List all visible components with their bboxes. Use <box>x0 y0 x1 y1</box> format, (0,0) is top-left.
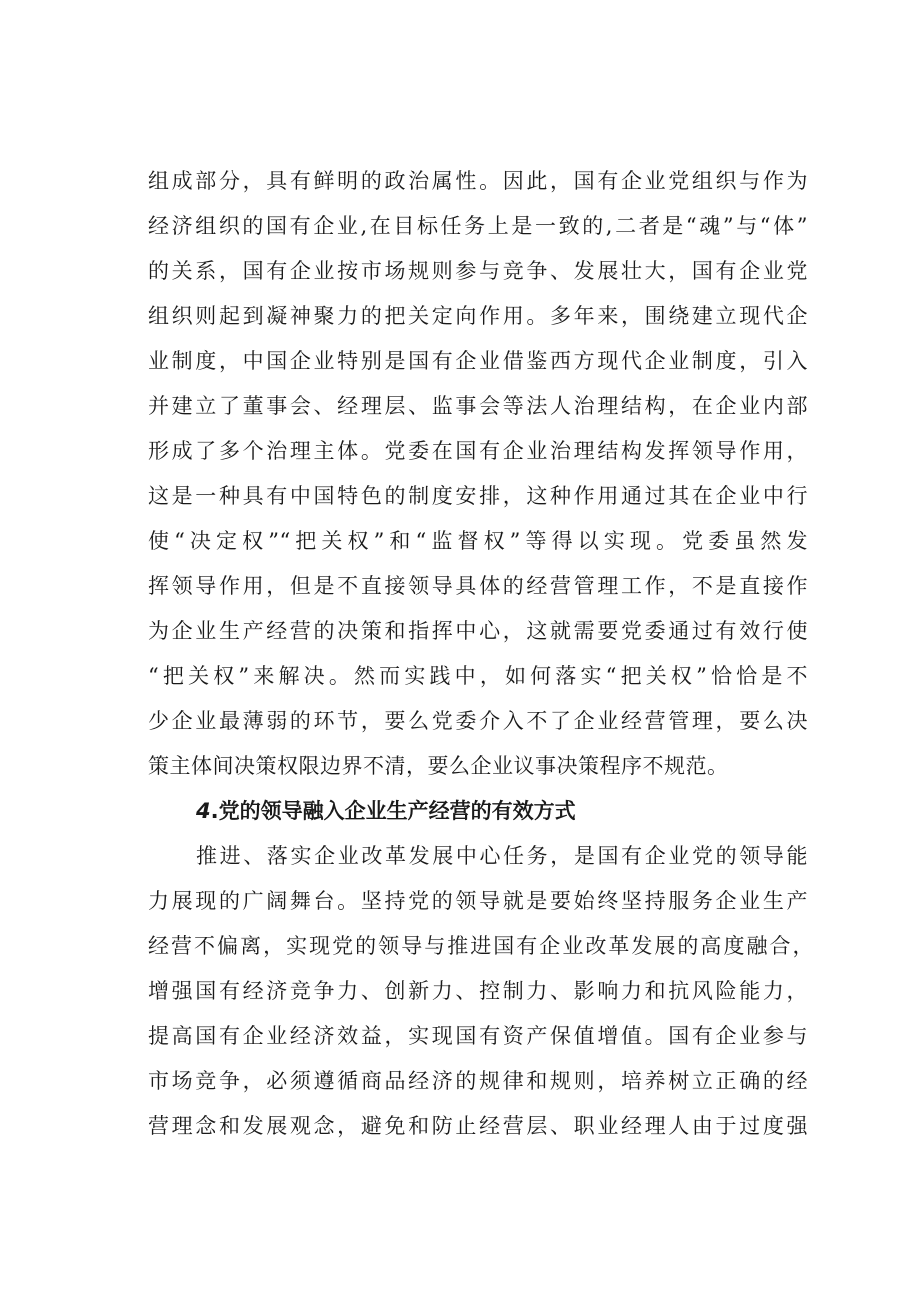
paragraph-2-line-3: 经营不偏离，实现党的领导与推进国有企业改革发展的高度融合， <box>148 934 814 958</box>
paragraph-2-line-4: 增强国有经济竞争力、创新力、控制力、影响力和抗风险能力， <box>148 979 808 1003</box>
paragraph-1-line-1: 组成部分，具有鲜明的政治属性。因此，国有企业党组织与作为 <box>148 169 808 193</box>
section-title: .党的领导融入企业生产经营的有效方式 <box>210 799 576 823</box>
paragraph-1-line-4: 组织则起到凝神聚力的把关定向作用。多年来，围绕建立现代企 <box>148 304 808 328</box>
paragraph-1-line-12: “把关权”来解决。然而实践中，如何落实“把关权”恰恰是不 <box>148 664 808 688</box>
paragraph-1-line-6: 并建立了董事会、经理层、监事会等法人治理结构，在企业内部 <box>148 394 808 418</box>
paragraph-1-line-8: 这是一种具有中国特色的制度安排，这种作用通过其在企业中行 <box>148 484 808 508</box>
paragraph-1-line-2: 经济组织的国有企业,在目标任务上是一致的,二者是“魂”与“体” <box>148 214 808 238</box>
paragraph-2-line-7: 营理念和发展观念，避免和防止经营层、职业经理人由于过度强 <box>148 1114 808 1138</box>
paragraph-2-line-1: 推进、落实企业改革发展中心任务，是国有企业党的领导能 <box>196 844 808 868</box>
paragraph-2-line-2: 力展现的广阔舞台。坚持党的领导就是要始终坚持服务企业生产 <box>148 889 808 913</box>
paragraph-1-line-11: 为企业生产经营的决策和指挥中心，这就需要党委通过有效行使 <box>148 619 808 643</box>
paragraph-1-line-10: 挥领导作用，但是不直接领导具体的经营管理工作，不是直接作 <box>148 574 808 598</box>
paragraph-1-line-5: 业制度，中国企业特别是国有企业借鉴西方现代企业制度，引入 <box>148 349 808 373</box>
paragraph-1-line-14: 策主体间决策权限边界不清，要么企业议事决策程序不规范。 <box>148 754 729 778</box>
section-number: 4 <box>196 799 211 823</box>
paragraph-1-line-3: 的关系，国有企业按市场规则参与竞争、发展壮大，国有企业党 <box>148 259 808 283</box>
section-heading <box>196 791 576 831</box>
paragraph-1-line-7: 形成了多个治理主体。党委在国有企业治理结构发挥领导作用， <box>148 439 808 463</box>
paragraph-1-line-9: 使“决定权”“把关权”和“监督权”等得以实现。党委虽然发 <box>148 529 808 553</box>
paragraph-1-line-13: 少企业最薄弱的环节，要么党委介入不了企业经营管理，要么决 <box>148 709 808 733</box>
paragraph-2-line-6: 市场竞争，必须遵循商品经济的规律和规则，培养树立正确的经 <box>148 1069 808 1093</box>
paragraph-2-line-5: 提高国有企业经济效益，实现国有资产保值增值。国有企业参与 <box>148 1024 808 1048</box>
